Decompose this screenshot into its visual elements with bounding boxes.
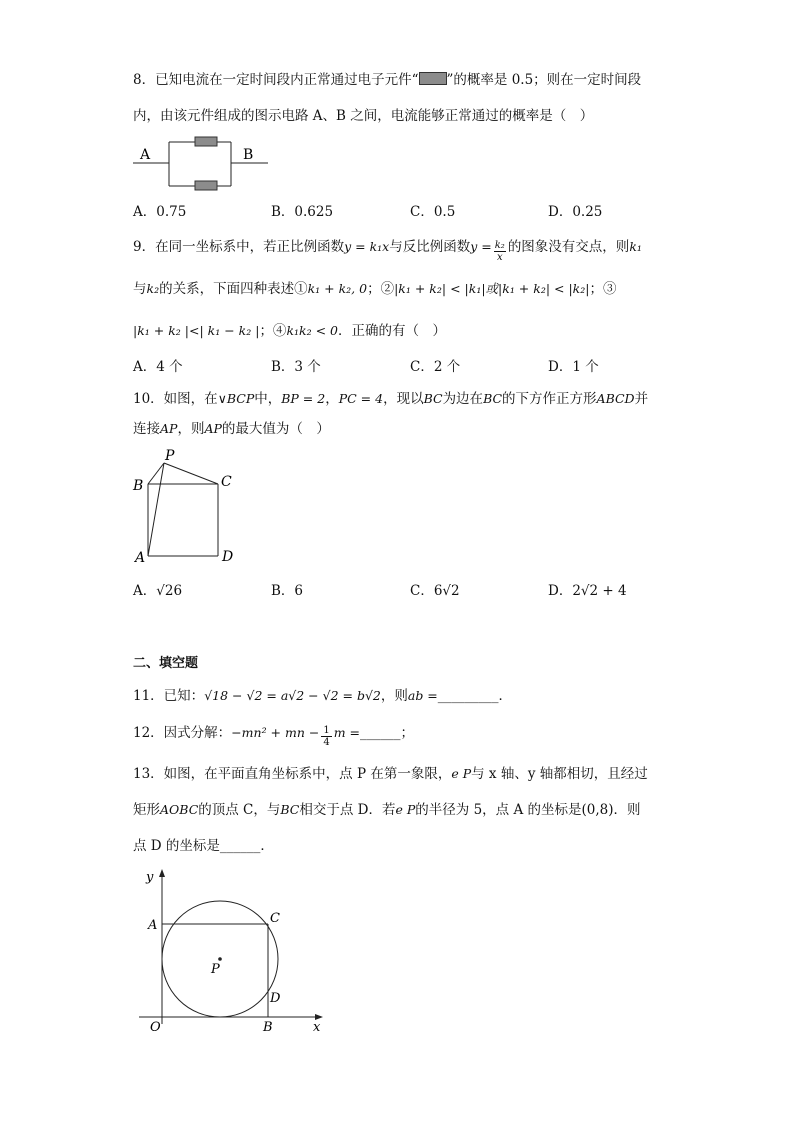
q13-l2-e: ．则 — [613, 802, 641, 818]
circuit-label-b: B — [243, 147, 254, 163]
q12-line — [133, 723, 414, 751]
q13-label-b: B — [263, 1020, 273, 1034]
q10-ap-1: AP — [160, 421, 178, 436]
q8-circuit-diagram — [133, 134, 268, 192]
q10-l1-b: 中， — [254, 391, 282, 407]
q12-fraction — [321, 725, 331, 748]
q10-triangle: ∨BCP — [217, 391, 255, 406]
q13-label-o: O — [150, 1020, 161, 1034]
q9-k2: k₂ — [146, 281, 160, 296]
q13-label-x: x — [313, 1020, 321, 1034]
q9-statement-3: |k₁ + k₂ |<| k₁ − k₂ | — [133, 323, 260, 338]
q10-option-d[interactable]: D．2√2 + 4 — [548, 583, 627, 599]
q13-circle-p-1: e P — [451, 766, 472, 781]
q9-line2 — [133, 279, 616, 299]
q13-l2-b: 的顶点 C，与 — [198, 802, 281, 818]
q8-option-b[interactable]: B．0.625 — [271, 204, 334, 220]
q10-l1-c: ， — [325, 391, 339, 407]
q12-frac-num: 1 — [323, 725, 330, 736]
q10-label-a: A — [135, 550, 146, 566]
q9-l2-b: 的关系，下面四种表述① — [159, 281, 308, 297]
q10-l2-c: 的最大值为（ ） — [221, 421, 330, 437]
q10-bc-2: BC — [483, 391, 503, 406]
q13-label-p: P — [211, 962, 220, 977]
q10-bp: BP = 2 — [281, 391, 326, 406]
q9-l3-a: ；④ — [259, 323, 287, 339]
q10-l1-f: 的下方作正方形 — [502, 391, 597, 407]
component-bottom — [195, 181, 217, 190]
q10-pc: PC = 4 — [338, 391, 384, 406]
q13-coordinate-figure — [133, 866, 333, 1034]
q13-label-a: A — [148, 918, 158, 933]
q8-line1 — [133, 70, 641, 90]
q11-a: 11．已知： — [133, 688, 205, 704]
q13-bc: BC — [280, 802, 300, 817]
q10-l1-a: 10．如图，在 — [133, 391, 218, 407]
q9-option-a[interactable]: A．4 个 — [133, 359, 183, 375]
q13-l1-b: 与 x 轴、y 轴都相切，且经过 — [471, 766, 648, 782]
q10-line1 — [133, 389, 648, 409]
q9-l1-b: 与反比例函数 — [389, 239, 471, 255]
q9-frac-den: x — [496, 252, 503, 263]
q8-text-part1: 8．已知电流在一定时间段内正常通过电子元件“ — [133, 72, 419, 88]
q13-l2-d: 的半径为 5，点 A 的坐标是 — [415, 802, 582, 818]
q13-line2 — [133, 800, 641, 820]
q9-eq-proportional: y = k₁x — [344, 239, 390, 254]
q9-eq-inverse-lhs: y = — [470, 239, 492, 254]
q12-expression-a: −mn² + mn − — [231, 725, 320, 740]
q11-answer-blank[interactable]: _________ — [437, 688, 499, 704]
q10-option-c[interactable]: C．6√2 — [410, 583, 460, 599]
q8-option-d[interactable]: D．0.25 — [548, 204, 603, 220]
q10-l1-d: ，现以 — [383, 391, 424, 407]
q9-l2-a: 与 — [133, 281, 147, 297]
q13-line1 — [133, 764, 648, 784]
section-heading-fill-in: 二、填空题 — [133, 656, 199, 671]
q9-option-d[interactable]: D．1 个 — [548, 359, 599, 375]
q9-statement-2: |k₁ + k₂| < |k₁|或|k₁ + k₂| < |k₂| — [394, 281, 590, 296]
q10-geometry-figure — [130, 446, 240, 570]
q10-label-p: P — [165, 448, 175, 464]
q13-l2-a: 矩形 — [133, 802, 160, 818]
q12-c: ； — [400, 725, 415, 741]
q8-text-part2: ”的概率是 0.5；则在一定时间段 — [446, 72, 642, 88]
q10-option-b[interactable]: B．6 — [271, 583, 304, 599]
q9-l3-b: ．正确的有（ ） — [337, 323, 446, 339]
q8-option-c[interactable]: C．0.5 — [410, 204, 456, 220]
q11-equation: √18 − √2 = a√2 − √2 = b√2 — [204, 688, 381, 703]
q9-statement-4: k₁k₂ < 0 — [286, 323, 338, 338]
q13-rectangle: AOBC — [160, 802, 199, 817]
q8-line2: 内，由该元件组成的图示电路 A、B 之间，电流能够正常通过的概率是（ ） — [133, 108, 594, 124]
q10-square: ABCD — [596, 391, 635, 406]
q9-frac-num: k₂ — [494, 240, 505, 251]
q13-circle-p-2: e P — [395, 802, 416, 817]
q10-l1-e: 为边在 — [442, 391, 484, 407]
q13-label-d: D — [270, 991, 281, 1006]
q13-line3: 点 D 的坐标是______． — [133, 838, 274, 854]
q12-a: 12．因式分解： — [133, 725, 232, 741]
q9-fraction — [494, 240, 506, 263]
q12-answer-blank[interactable]: ______ — [360, 725, 401, 741]
q11-b: ，则 — [380, 688, 408, 704]
q13-coord-a: (0,8) — [581, 802, 614, 818]
q13-l2-c: 相交于点 D．若 — [299, 802, 396, 818]
electronic-component-icon — [419, 72, 447, 85]
q9-option-c[interactable]: C．2 个 — [410, 359, 461, 375]
q10-l2-b: ，则 — [177, 421, 205, 437]
q12-expression-b: m = — [333, 725, 361, 740]
q10-option-a[interactable]: A．√26 — [133, 583, 183, 599]
q10-label-b: B — [133, 478, 144, 494]
q11-c: ． — [498, 688, 513, 704]
q8-option-a[interactable]: A．0.75 — [133, 204, 187, 220]
component-top — [195, 137, 217, 146]
q9-l1-a: 9．在同一坐标系中，若正比例函数 — [133, 239, 345, 255]
q9-l2-c: ；② — [367, 281, 395, 297]
q13-label-c: C — [270, 911, 280, 926]
q11-line — [133, 686, 512, 706]
q11-ab: ab = — [407, 688, 438, 703]
q9-line1 — [133, 237, 642, 267]
q10-label-d: D — [222, 549, 234, 565]
q10-line2 — [133, 419, 330, 439]
q10-l2-a: 连接 — [133, 421, 160, 437]
q9-l1-c: 的图象没有交点，则 — [507, 239, 630, 255]
q9-l2-d: ；③ — [589, 281, 617, 297]
q13-label-y: y — [146, 870, 154, 885]
q9-statement-1: k₁ + k₂, 0 — [307, 281, 368, 296]
q9-k1: k₁ — [629, 239, 642, 254]
q12-frac-den: 4 — [323, 737, 330, 748]
circuit-label-a: A — [140, 147, 151, 163]
q10-ap-2: AP — [204, 421, 222, 436]
q9-option-b[interactable]: B．3 个 — [271, 359, 321, 375]
q10-l1-g: 并 — [634, 391, 649, 407]
q10-label-c: C — [221, 474, 232, 490]
q13-l1-a: 13．如图，在平面直角坐标系中，点 P 在第一象限， — [133, 766, 452, 782]
q9-line3 — [133, 321, 446, 341]
q10-bc-1: BC — [423, 391, 443, 406]
